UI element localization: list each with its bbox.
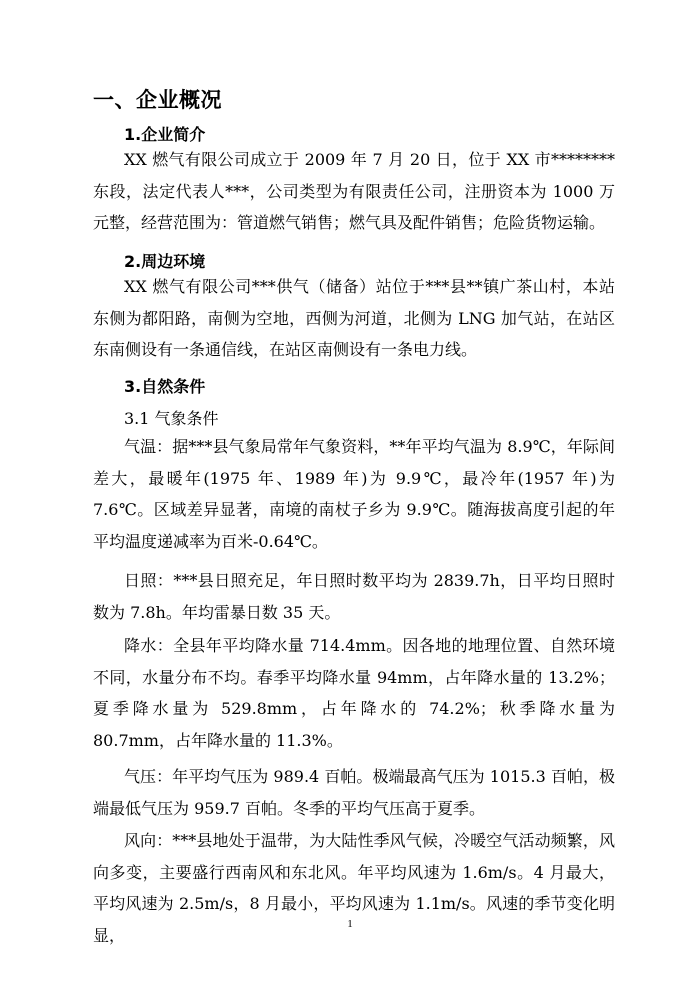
subsection-heading-weather: 3.1 气象条件 xyxy=(124,409,219,428)
page-number: 1 xyxy=(347,918,353,930)
section-title: 一、企业概况 xyxy=(93,88,222,112)
paragraph-surroundings: XX 燃气有限公司***供气（储备）站位于***县**镇广茶山村，本站东侧为都阳路，南侧为空地，西侧为河道，北侧为 LNG 加气站，在站区东南侧设有一条通信线，在站区南侧设有一条电力线。 xyxy=(93,277,615,359)
paragraph-temperature: 气温：据***县气象局常年气象资料，**年平均气温为 8.9℃，年际间差大，最暖年(1975 年、1989 年)为 9.9℃，最冷年(1957 年)为 7.6℃。区域差异显著，南境的南杖子乡为 9.9℃。随海拔高度引起的年平均温度递减率为百米-0.64℃。 xyxy=(93,437,615,551)
paragraph-wind: 风向：***县地处于温带，为大陆性季风气候，冷暖空气活动频繁，风向多变，主要盛行西南风和东北风。年平均风速为 1.6m/s。4 月最大，平均风速为 2.5m/s，8 月最小，平均风速为 1.1m/s。风速的季节变化明显， xyxy=(93,831,615,945)
subsection-heading-surroundings: 2.周边环境 xyxy=(124,252,206,271)
paragraph-sunshine: 日照：***县日照充足，年日照时数平均为 2839.7h，日平均日照时数为 7.8h。年均雷暴日数 35 天。 xyxy=(93,571,615,622)
subsection-heading-company-profile: 1.企业简介 xyxy=(124,125,206,144)
paragraph-pressure: 气压：年平均气压为 989.4 百帕。极端最高气压为 1015.3 百帕，极端最低气压为 959.7 百帕。冬季的平均气压高于夏季。 xyxy=(93,767,615,818)
paragraph-precipitation: 降水：全县年平均降水量 714.4mm。因各地的地理位置、自然环境不同，水量分布不均。春季平均降水量 94mm，占年降水量的 13.2%；夏季降水量为 529.8mm，占年降水的 74.2%；秋季降水量为 80.7mm，占年降水量的 11.3%。 xyxy=(93,636,615,750)
paragraph-company-profile: XX 燃气有限公司成立于 2009 年 7 月 20 日，位于 XX 市********东段，法定代表人***，公司类型为有限责任公司，注册资本为 1000 万元整，经营范围为：管道燃气销售；燃气具及配件销售；危险货物运输。 xyxy=(93,150,615,232)
subsection-heading-natural-conditions: 3.自然条件 xyxy=(124,377,206,396)
